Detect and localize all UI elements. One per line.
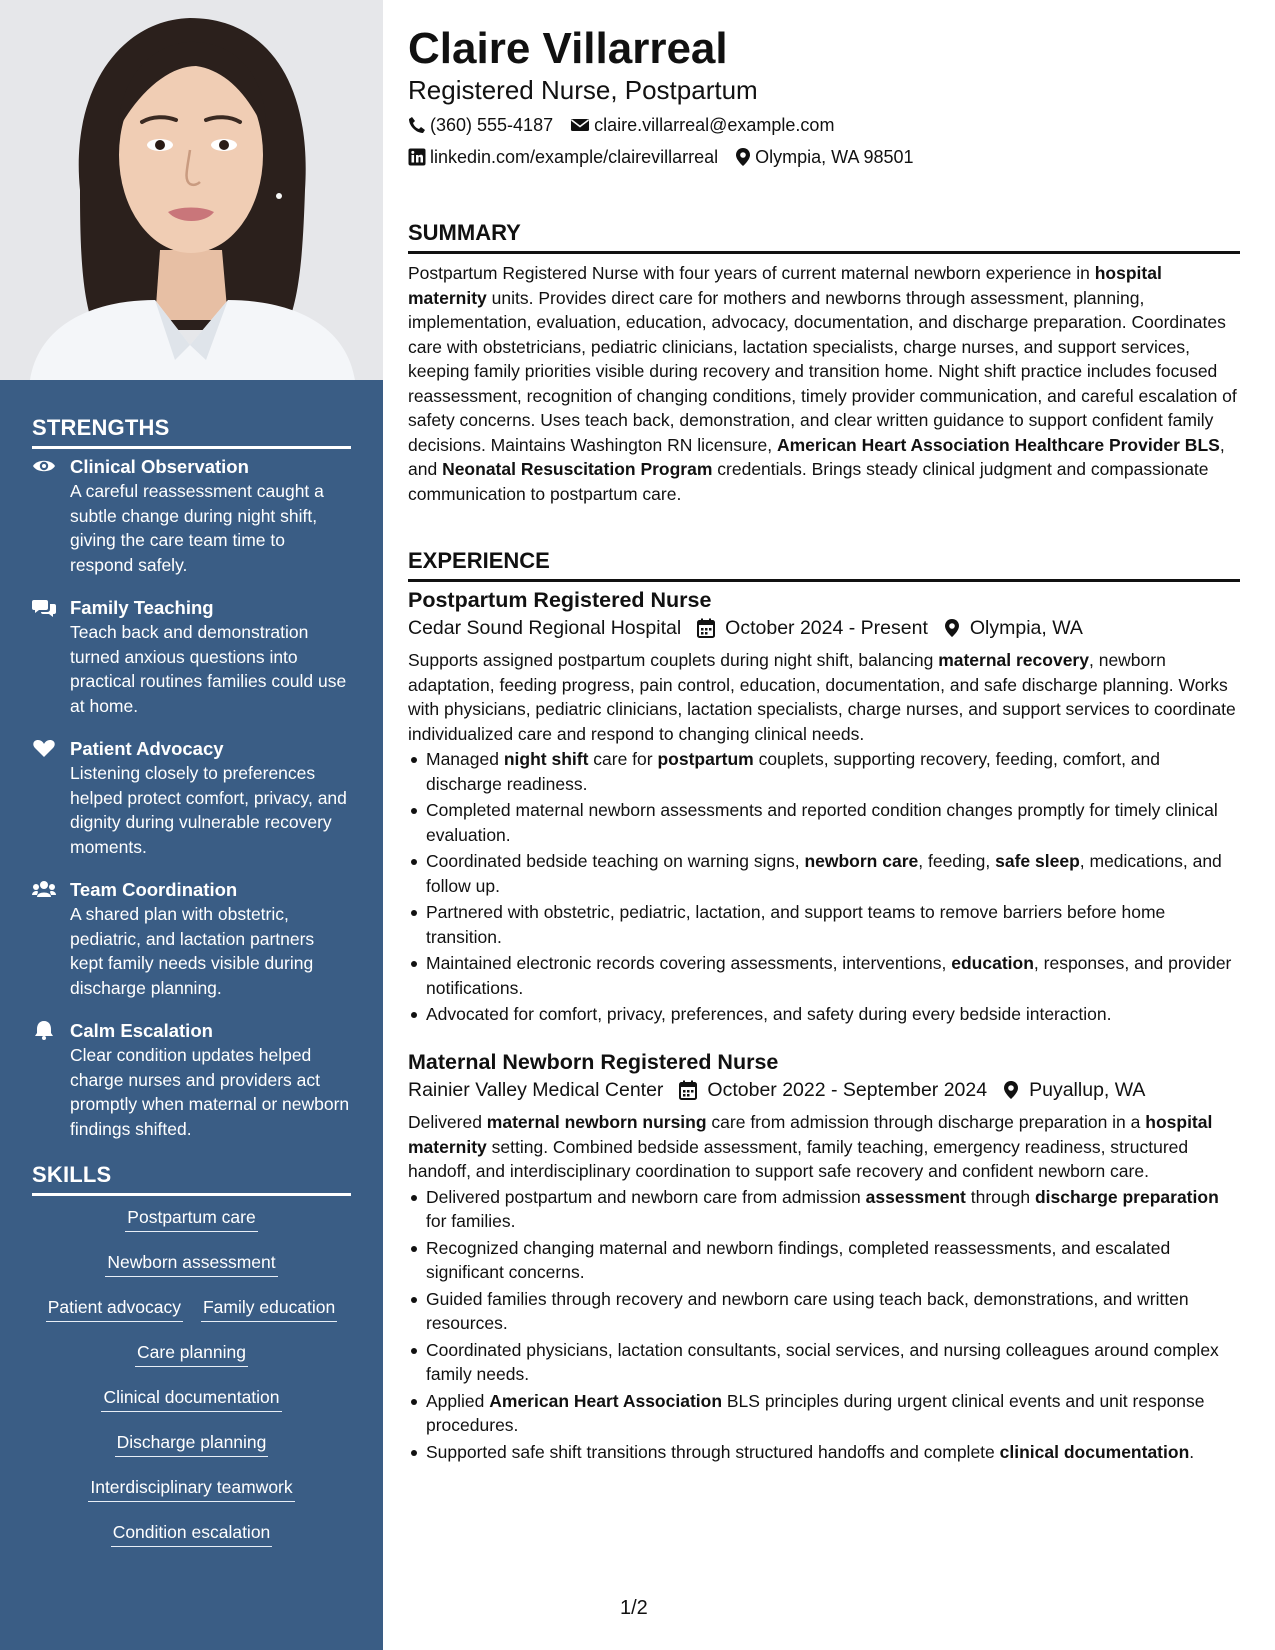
bullet-item: Delivered postpartum and newborn care from admission assessment through discharge preparation for families. bbox=[408, 1185, 1240, 1234]
job-dates: October 2024 - Present bbox=[697, 614, 928, 642]
employer-name: Rainier Valley Medical Center bbox=[408, 1079, 664, 1101]
strength-item bbox=[32, 737, 351, 859]
job-location: Olympia, WA bbox=[944, 614, 1083, 642]
job-description: Delivered maternal newborn nursing care from admission through discharge preparation in a hospital maternity setting. Combined bedside assessment, family teaching, emergency readiness, structured handoff, and interdisciplinary coordination to support safe recovery and confident newborn care. bbox=[408, 1112, 1213, 1181]
strength-description: Teach back and demonstration turned anxious questions into practical routines families could use at home. bbox=[70, 622, 347, 716]
skills-heading: SKILLS bbox=[32, 1162, 351, 1196]
job-meta bbox=[408, 1076, 1240, 1104]
job-title: Maternal Newborn Registered Nurse bbox=[408, 1050, 779, 1074]
map-pin-icon bbox=[1003, 1080, 1019, 1100]
strength-item bbox=[32, 596, 351, 718]
bullet-item: Advocated for comfort, privacy, preferences, and safety during every bedside interaction. bbox=[408, 1002, 1240, 1027]
users-icon bbox=[32, 879, 56, 899]
envelope-icon bbox=[570, 117, 590, 133]
skill-tag: Family education bbox=[201, 1295, 337, 1322]
strength-title: Family Teaching bbox=[70, 597, 214, 618]
bullet-item: Supported safe shift transitions through structured handoffs and complete clinical documentation. bbox=[408, 1440, 1240, 1465]
bullet-item: Managed night shift care for postpartum couplets, supporting recovery, feeding, comfort, and discharge readiness. bbox=[408, 747, 1240, 796]
strength-item bbox=[32, 1019, 351, 1141]
bullet-item: Partnered with obstetric, pediatric, lactation, and support teams to remove barriers before home transition. bbox=[408, 900, 1240, 949]
calendar-icon bbox=[679, 1080, 697, 1100]
contact-row-1 bbox=[408, 113, 851, 137]
strength-title: Clinical Observation bbox=[70, 456, 249, 477]
linkedin-contact[interactable] bbox=[408, 145, 718, 169]
job-dates: October 2022 - September 2024 bbox=[679, 1076, 987, 1104]
skill-tag: Interdisciplinary teamwork bbox=[88, 1475, 294, 1502]
profile-photo bbox=[0, 0, 383, 380]
bullet-item: Applied American Heart Association BLS principles during urgent clinical events and unit response procedures. bbox=[408, 1389, 1240, 1438]
candidate-title: Registered Nurse, Postpartum bbox=[408, 75, 758, 105]
bullet-item: Recognized changing maternal and newborn findings, completed reassessments, and escalated significant concerns. bbox=[408, 1236, 1240, 1285]
skill-tag: Clinical documentation bbox=[101, 1385, 281, 1412]
bullet-item: Maintained electronic records covering assessments, interventions, education, responses, and provider notifications. bbox=[408, 951, 1240, 1000]
portrait-illustration bbox=[0, 0, 383, 380]
job-title: Postpartum Registered Nurse bbox=[408, 588, 712, 612]
job-bullets bbox=[408, 747, 1240, 1027]
email-contact[interactable] bbox=[570, 113, 834, 137]
strengths-list bbox=[32, 455, 351, 1160]
strength-description: Clear condition updates helped charge nurses and providers act promptly when maternal or newborn findings shifted. bbox=[70, 1045, 350, 1139]
skill-tag: Discharge planning bbox=[115, 1430, 269, 1457]
strength-item bbox=[32, 878, 351, 1000]
bullet-item: Coordinated bedside teaching on warning signs, newborn care, feeding, safe sleep, medications, and follow up. bbox=[408, 849, 1240, 898]
linkedin-icon bbox=[408, 148, 426, 166]
job-location: Puyallup, WA bbox=[1003, 1076, 1145, 1104]
linkedin-text: linkedin.com/example/clairevillarreal bbox=[430, 147, 719, 167]
strength-title: Patient Advocacy bbox=[70, 738, 224, 759]
bell-icon bbox=[32, 1020, 56, 1040]
job-description: Supports assigned postpartum couplets during night shift, balancing maternal recovery, newborn adaptation, feeding progress, pain control, education, documentation, and safe discharge planning. Works with physicians, pediatric clinicians, lactation specialists, charge nurses, and support services to coordinate individualized care and respond to changing clinical needs. bbox=[408, 650, 1236, 744]
location-text: Olympia, WA 98501 bbox=[755, 147, 914, 167]
job-entry bbox=[408, 1048, 1240, 1466]
skill-tag: Condition escalation bbox=[111, 1520, 273, 1547]
phone-contact[interactable] bbox=[408, 113, 553, 137]
job-entry bbox=[408, 586, 1240, 1029]
strength-description: A careful reassessment caught a subtle change during night shift, giving the care team time to respond safely. bbox=[70, 481, 324, 575]
skill-tag: Patient advocacy bbox=[46, 1295, 183, 1322]
bullet-item: Guided families through recovery and newborn care using teach back, demonstrations, and written resources. bbox=[408, 1287, 1240, 1336]
bullet-item: Completed maternal newborn assessments and reported condition changes promptly for timely clinical evaluation. bbox=[408, 798, 1240, 847]
phone-text: (360) 555-4187 bbox=[430, 115, 554, 135]
strength-item bbox=[32, 455, 351, 577]
job-meta bbox=[408, 614, 1240, 642]
strength-title: Team Coordination bbox=[70, 879, 238, 900]
map-pin-icon bbox=[735, 147, 751, 167]
strength-description: A shared plan with obstetric, pediatric, and lactation partners kept family needs visible during discharge planning. bbox=[70, 904, 315, 998]
candidate-name: Claire Villarreal bbox=[408, 24, 728, 73]
email-text: claire.villarreal@example.com bbox=[594, 115, 835, 135]
page-number: 1/2 bbox=[620, 1597, 648, 1619]
summary-heading: SUMMARY bbox=[408, 219, 1240, 254]
map-pin-icon bbox=[944, 618, 960, 638]
skills-list bbox=[32, 1205, 351, 1565]
calendar-icon bbox=[697, 618, 715, 638]
employer-name: Cedar Sound Regional Hospital bbox=[408, 617, 682, 639]
location-contact bbox=[735, 145, 913, 169]
skill-tag: Care planning bbox=[135, 1340, 248, 1367]
contact-row-2 bbox=[408, 145, 931, 169]
eye-icon bbox=[32, 456, 56, 476]
heart-icon bbox=[32, 738, 56, 758]
job-bullets bbox=[408, 1185, 1240, 1465]
strength-title: Calm Escalation bbox=[70, 1020, 213, 1041]
skill-tag: Postpartum care bbox=[125, 1205, 257, 1232]
comments-icon bbox=[32, 597, 56, 617]
strength-description: Listening closely to preferences helped protect comfort, privacy, and dignity during vulnerable recovery moments. bbox=[70, 763, 347, 857]
skill-tag: Newborn assessment bbox=[105, 1250, 277, 1277]
phone-icon bbox=[408, 116, 426, 134]
experience-heading: EXPERIENCE bbox=[408, 547, 1240, 582]
sidebar bbox=[0, 0, 383, 1650]
summary-text: Postpartum Registered Nurse with four years of current maternal newborn experience in hospital maternity units. Provides direct care for mothers and newborns through assessment, planning, implementation, evaluation, education, advocacy, documentation, and discharge preparation. Coordinates care with obstetricians, pediatric clinicians, lactation specialists, charge nurses, and support services, keeping family priorities visible during recovery and transition home. Night shift practice includes focused reassessment, recognition of changing conditions, timely provider communication, and careful escalation of safety concerns. Uses teach back, demonstration, and clear written guidance to support confident family decisions. Maintains Washington RN licensure, American Heart Association Healthcare Provider BLS, and Neonatal Resuscitation Program credentials. Brings steady clinical judgment and compassionate communication to postpartum care. bbox=[408, 263, 1237, 504]
bullet-item: Coordinated physicians, lactation consultants, social services, and nursing colleagues around complex family needs. bbox=[408, 1338, 1240, 1387]
strengths-heading: STRENGTHS bbox=[32, 415, 351, 449]
